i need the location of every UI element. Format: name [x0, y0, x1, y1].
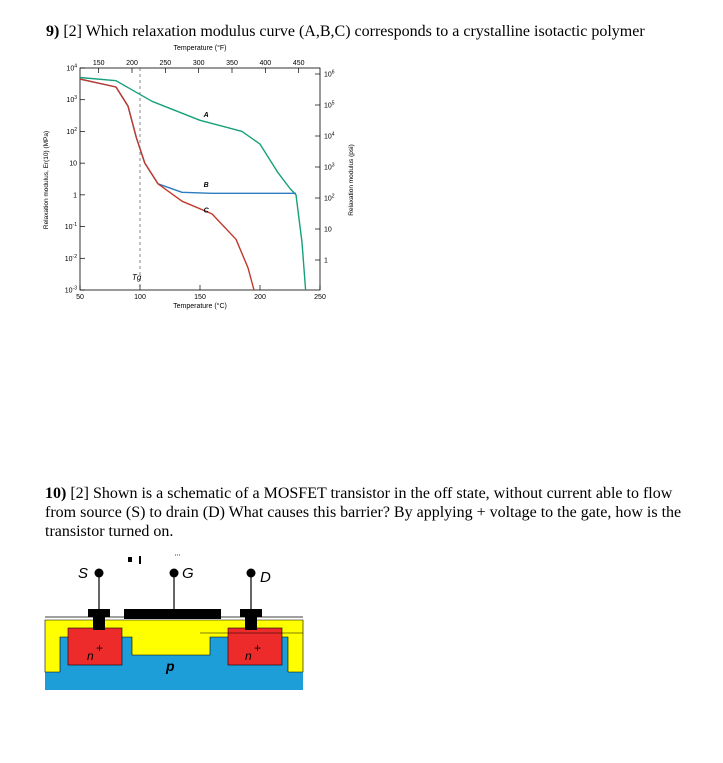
- drain-terminal: [247, 569, 256, 578]
- gate-terminal: [170, 569, 179, 578]
- right-tick-label: $10^6$: [324, 69, 335, 79]
- drain-plug: [245, 617, 257, 630]
- x-tick-label: 150: [194, 294, 206, 301]
- right-tick-label: $10^3$: [324, 162, 335, 172]
- curves: [80, 78, 306, 291]
- drain-well-label: n: [245, 649, 252, 663]
- left-tick-label: $10^2$: [66, 126, 77, 136]
- gate-electrode: [124, 609, 221, 619]
- curve-label-c: C: [203, 207, 209, 215]
- question-10: [45, 484, 695, 541]
- top-tick-label: 350: [226, 60, 238, 67]
- source-well-plus: +: [96, 641, 104, 655]
- right-tick-label: 1: [324, 257, 328, 265]
- plot-frame: [80, 68, 320, 290]
- left-tick-label: $10^4$: [66, 63, 77, 73]
- top-tick-label: 450: [292, 60, 305, 67]
- x-tick-label: 250: [314, 294, 326, 301]
- question-10-text: [2] Shown is a schematic of a MOSFET transistor in the off state, without current able to flow from source (S) to drain (D) What causes this barrier? By applying + voltage to the gate, how is the transistor turned on.: [45, 485, 682, 540]
- question-10-number: 10): [45, 485, 67, 502]
- drain-well-plus: +: [254, 641, 262, 655]
- right-tick-label: $10^4$: [324, 131, 335, 141]
- curve-a: [80, 78, 306, 291]
- tg-label: Tg: [132, 273, 142, 282]
- left-tick-label: $10^{-3}$: [64, 285, 77, 295]
- question-9-text: [2] Which relaxation modulus curve (A,B,C) corresponds to a crystalline isotactic polymer: [63, 23, 645, 40]
- source-contact: [88, 609, 110, 617]
- left-tick-label: $10^{-1}$: [64, 222, 77, 232]
- source-well: [68, 628, 122, 665]
- curve-label-b: B: [203, 181, 209, 189]
- top-tick-label: 150: [92, 60, 105, 67]
- source-plug: [93, 617, 105, 630]
- substrate-label: p: [166, 658, 175, 674]
- left-tick-label: 1: [73, 192, 77, 200]
- source-label: S: [78, 565, 89, 582]
- left-axis-title: Relaxation modulus, Er(10) (MPa): [43, 130, 50, 230]
- curve-b: [80, 79, 296, 193]
- top-tick-label: 400: [259, 60, 272, 67]
- mark: [128, 557, 132, 562]
- question-9-number: 9): [46, 23, 60, 40]
- left-tick-label: 10: [69, 160, 77, 168]
- mosfet-schematic: [40, 545, 310, 695]
- top-tick-label: 250: [159, 60, 172, 67]
- top-tick-label: 200: [126, 60, 138, 67]
- source-terminal: [95, 569, 104, 578]
- mark: [139, 556, 141, 564]
- x-tick-label: 100: [134, 294, 146, 301]
- x-tick-label: 200: [254, 294, 266, 301]
- x-tick-label: 50: [76, 294, 84, 301]
- curve-c: [80, 79, 254, 290]
- relaxation-modulus-chart: [40, 40, 360, 310]
- top-axis-title: Temperature (°F): [173, 45, 227, 52]
- left-tick-label: $10^3$: [66, 95, 77, 105]
- source-well-label: n: [87, 649, 94, 663]
- curve-label-a: A: [203, 112, 209, 120]
- right-tick-label: 10: [324, 226, 332, 234]
- x-axis-title: Temperature (°C): [173, 303, 227, 310]
- left-tick-label: $10^{-2}$: [64, 253, 77, 263]
- axis-ticks: [65, 60, 335, 301]
- right-axis-title: Relaxation modulus (psi): [348, 144, 355, 216]
- top-tick-label: 300: [192, 60, 205, 67]
- question-9: [46, 22, 706, 41]
- gate-label: G: [182, 565, 194, 582]
- right-tick-label: $10^5$: [324, 100, 335, 110]
- drain-contact: [240, 609, 262, 617]
- drain-label: D: [260, 569, 271, 586]
- right-tick-label: $10^2$: [324, 193, 335, 203]
